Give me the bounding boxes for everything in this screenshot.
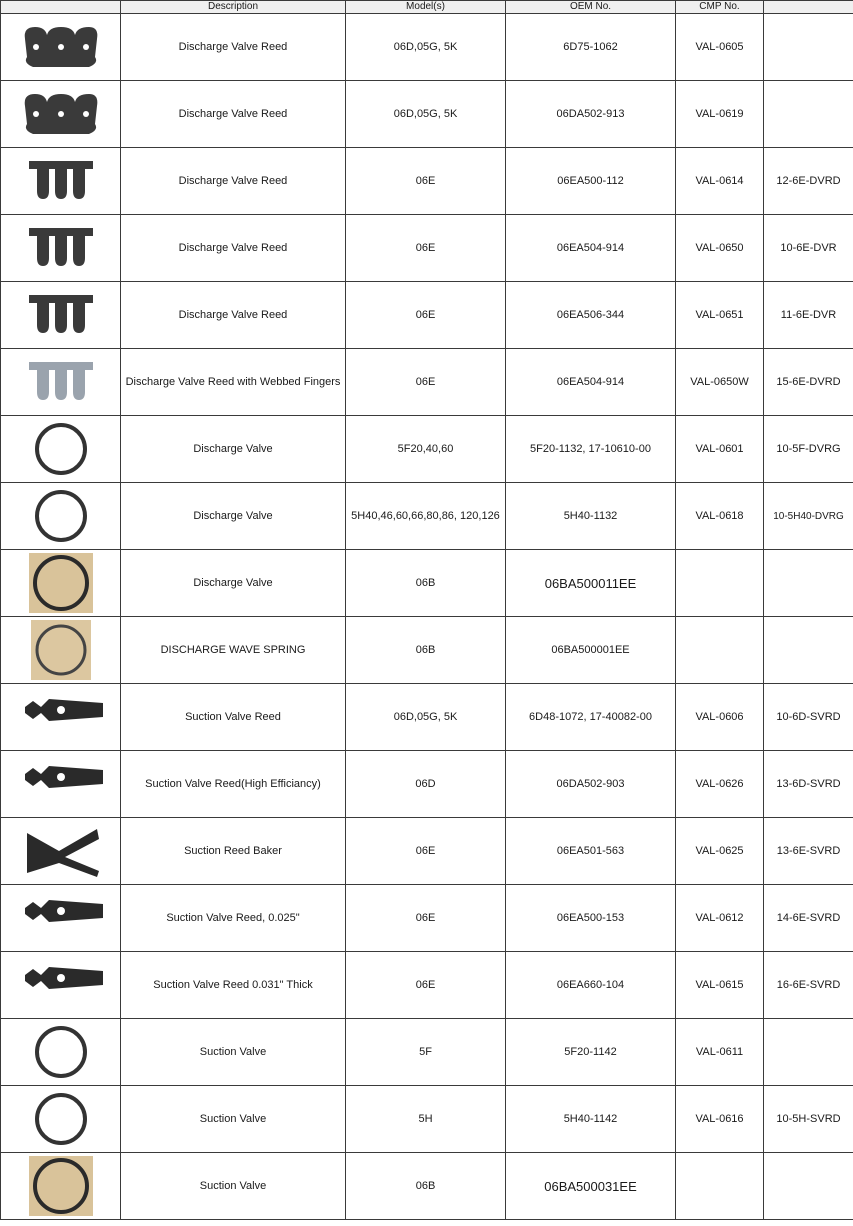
- discharge-reed-3-icon: [1, 84, 120, 144]
- table-row: [1, 684, 853, 751]
- models-cell: 5F: [346, 1019, 506, 1086]
- part-image-cell: [1, 416, 121, 483]
- kit-cell: 12-6E-DVRD: [764, 148, 853, 215]
- valve-ring-icon: [1, 1022, 120, 1082]
- kit-cell: 13-6E-SVRD: [764, 818, 853, 885]
- description-cell: Discharge Valve Reed with Webbed Fingers: [121, 349, 346, 416]
- oem-cell: 06BA500011EE: [506, 550, 676, 617]
- kit-cell: 10-5H40-DVRG: [764, 483, 853, 550]
- models-cell: 06D,05G, 5K: [346, 14, 506, 81]
- table-row: [1, 550, 853, 617]
- part-image-cell: [1, 81, 121, 148]
- oem-cell: 06DA502-913: [506, 81, 676, 148]
- oem-cell: 5F20-1142: [506, 1019, 676, 1086]
- header-oem: OEM No.: [506, 1, 676, 14]
- kit-cell: [764, 81, 853, 148]
- table-row: [1, 818, 853, 885]
- table-row: [1, 215, 853, 282]
- valve-ring-icon: [1, 419, 120, 479]
- header-description: Description: [121, 1, 346, 14]
- description-cell: Discharge Valve Reed: [121, 14, 346, 81]
- cmp-cell: [676, 550, 764, 617]
- description-cell: Suction Valve Reed 0.031" Thick: [121, 952, 346, 1019]
- kit-cell: 15-6E-DVRD: [764, 349, 853, 416]
- header-row: [1, 1, 853, 14]
- part-image-cell: [1, 215, 121, 282]
- kit-cell: 14-6E-SVRD: [764, 885, 853, 952]
- table-row: [1, 148, 853, 215]
- oem-cell: 06EA504-914: [506, 349, 676, 416]
- suction-reed-icon: [1, 754, 120, 814]
- cmp-cell: VAL-0651: [676, 282, 764, 349]
- oem-cell: 06EA660-104: [506, 952, 676, 1019]
- table-row: [1, 416, 853, 483]
- models-cell: 06E: [346, 282, 506, 349]
- models-cell: 5F20,40,60: [346, 416, 506, 483]
- part-image-cell: [1, 684, 121, 751]
- valve-ring-icon: [1, 486, 120, 546]
- table-row: [1, 349, 853, 416]
- oem-cell: 06EA501-563: [506, 818, 676, 885]
- kit-cell: [764, 1153, 853, 1220]
- oem-cell: 06DA502-903: [506, 751, 676, 818]
- models-cell: 06E: [346, 885, 506, 952]
- valve-ring-photo-icon: [1, 553, 120, 613]
- cmp-cell: VAL-0611: [676, 1019, 764, 1086]
- cmp-cell: VAL-0650W: [676, 349, 764, 416]
- description-cell: DISCHARGE WAVE SPRING: [121, 617, 346, 684]
- models-cell: 06D: [346, 751, 506, 818]
- description-cell: Suction Valve: [121, 1153, 346, 1220]
- discharge-reed-4-icon: [1, 151, 120, 211]
- kit-cell: [764, 550, 853, 617]
- part-image-cell: [1, 751, 121, 818]
- table-row: [1, 14, 853, 81]
- models-cell: 06E: [346, 952, 506, 1019]
- oem-cell: 06BA500001EE: [506, 617, 676, 684]
- part-image-cell: [1, 885, 121, 952]
- table-row: [1, 282, 853, 349]
- kit-cell: 10-6D-SVRD: [764, 684, 853, 751]
- part-image-cell: [1, 1153, 121, 1220]
- cmp-cell: VAL-0601: [676, 416, 764, 483]
- cmp-cell: VAL-0616: [676, 1086, 764, 1153]
- description-cell: Suction Valve Reed, 0.025": [121, 885, 346, 952]
- models-cell: 06E: [346, 215, 506, 282]
- models-cell: 06B: [346, 617, 506, 684]
- table-row: [1, 1019, 853, 1086]
- kit-cell: [764, 1019, 853, 1086]
- models-cell: 06E: [346, 349, 506, 416]
- kit-cell: 10-6E-DVR: [764, 215, 853, 282]
- cmp-cell: [676, 617, 764, 684]
- description-cell: Suction Valve Reed: [121, 684, 346, 751]
- part-image-cell: [1, 952, 121, 1019]
- part-image-cell: [1, 617, 121, 684]
- suction-reed-icon: [1, 888, 120, 948]
- models-cell: 06B: [346, 550, 506, 617]
- description-cell: Discharge Valve Reed: [121, 148, 346, 215]
- kit-cell: 13-6D-SVRD: [764, 751, 853, 818]
- part-image-cell: [1, 483, 121, 550]
- table-row: [1, 81, 853, 148]
- kit-cell: 11-6E-DVR: [764, 282, 853, 349]
- oem-cell: 5H40-1132: [506, 483, 676, 550]
- cmp-cell: VAL-0615: [676, 952, 764, 1019]
- kit-cell: 10-5F-DVRG: [764, 416, 853, 483]
- header-models: Model(s): [346, 1, 506, 14]
- oem-cell: 06EA500-112: [506, 148, 676, 215]
- oem-cell: 06EA504-914: [506, 215, 676, 282]
- discharge-reed-webbed-icon: [1, 352, 120, 412]
- table-row: [1, 751, 853, 818]
- description-cell: Discharge Valve: [121, 416, 346, 483]
- kit-cell: [764, 617, 853, 684]
- discharge-reed-3-icon: [1, 17, 120, 77]
- wave-spring-photo-icon: [1, 620, 120, 680]
- models-cell: 5H40,46,60,66,80,86, 120,126: [346, 483, 506, 550]
- kit-cell: 10-5H-SVRD: [764, 1086, 853, 1153]
- cmp-cell: VAL-0605: [676, 14, 764, 81]
- kit-cell: 16-6E-SVRD: [764, 952, 853, 1019]
- oem-cell: 6D75-1062: [506, 14, 676, 81]
- suction-reed-baker-icon: [1, 821, 120, 881]
- description-cell: Discharge Valve Reed: [121, 282, 346, 349]
- table-row: [1, 1153, 853, 1220]
- cmp-cell: VAL-0625: [676, 818, 764, 885]
- discharge-reed-4-icon: [1, 218, 120, 278]
- description-cell: Suction Valve: [121, 1019, 346, 1086]
- discharge-reed-4-icon: [1, 285, 120, 345]
- part-image-cell: [1, 1086, 121, 1153]
- description-cell: Suction Reed Baker: [121, 818, 346, 885]
- table-row: [1, 885, 853, 952]
- models-cell: 5H: [346, 1086, 506, 1153]
- models-cell: 06D,05G, 5K: [346, 684, 506, 751]
- part-image-cell: [1, 148, 121, 215]
- oem-cell: 06EA506-344: [506, 282, 676, 349]
- part-image-cell: [1, 349, 121, 416]
- cmp-cell: VAL-0650: [676, 215, 764, 282]
- table-row: [1, 1086, 853, 1153]
- cmp-cell: VAL-0618: [676, 483, 764, 550]
- table-row: [1, 483, 853, 550]
- cmp-cell: VAL-0614: [676, 148, 764, 215]
- suction-reed-icon: [1, 687, 120, 747]
- suction-reed-icon: [1, 955, 120, 1015]
- cmp-cell: [676, 1153, 764, 1220]
- header-image: [1, 1, 121, 14]
- description-cell: Discharge Valve Reed: [121, 215, 346, 282]
- cmp-cell: VAL-0606: [676, 684, 764, 751]
- description-cell: Discharge Valve: [121, 483, 346, 550]
- part-image-cell: [1, 818, 121, 885]
- description-cell: Suction Valve: [121, 1086, 346, 1153]
- cmp-cell: VAL-0619: [676, 81, 764, 148]
- header-kit: [764, 1, 853, 14]
- models-cell: 06D,05G, 5K: [346, 81, 506, 148]
- description-cell: Discharge Valve Reed: [121, 81, 346, 148]
- models-cell: 06E: [346, 818, 506, 885]
- part-image-cell: [1, 14, 121, 81]
- description-cell: Suction Valve Reed(High Efficiancy): [121, 751, 346, 818]
- models-cell: 06B: [346, 1153, 506, 1220]
- kit-cell: [764, 14, 853, 81]
- valve-ring-photo-icon: [1, 1156, 120, 1216]
- models-cell: 06E: [346, 148, 506, 215]
- cmp-cell: VAL-0612: [676, 885, 764, 952]
- part-image-cell: [1, 550, 121, 617]
- table-row: [1, 952, 853, 1019]
- header-cmp: CMP No.: [676, 1, 764, 14]
- cmp-cell: VAL-0626: [676, 751, 764, 818]
- part-image-cell: [1, 282, 121, 349]
- oem-cell: 06EA500-153: [506, 885, 676, 952]
- oem-cell: 5H40-1142: [506, 1086, 676, 1153]
- oem-cell: 6D48-1072, 17-40082-00: [506, 684, 676, 751]
- oem-cell: 5F20-1132, 17-10610-00: [506, 416, 676, 483]
- oem-cell: 06BA500031EE: [506, 1153, 676, 1220]
- description-cell: Discharge Valve: [121, 550, 346, 617]
- table-row: [1, 617, 853, 684]
- valve-ring-icon: [1, 1089, 120, 1149]
- part-image-cell: [1, 1019, 121, 1086]
